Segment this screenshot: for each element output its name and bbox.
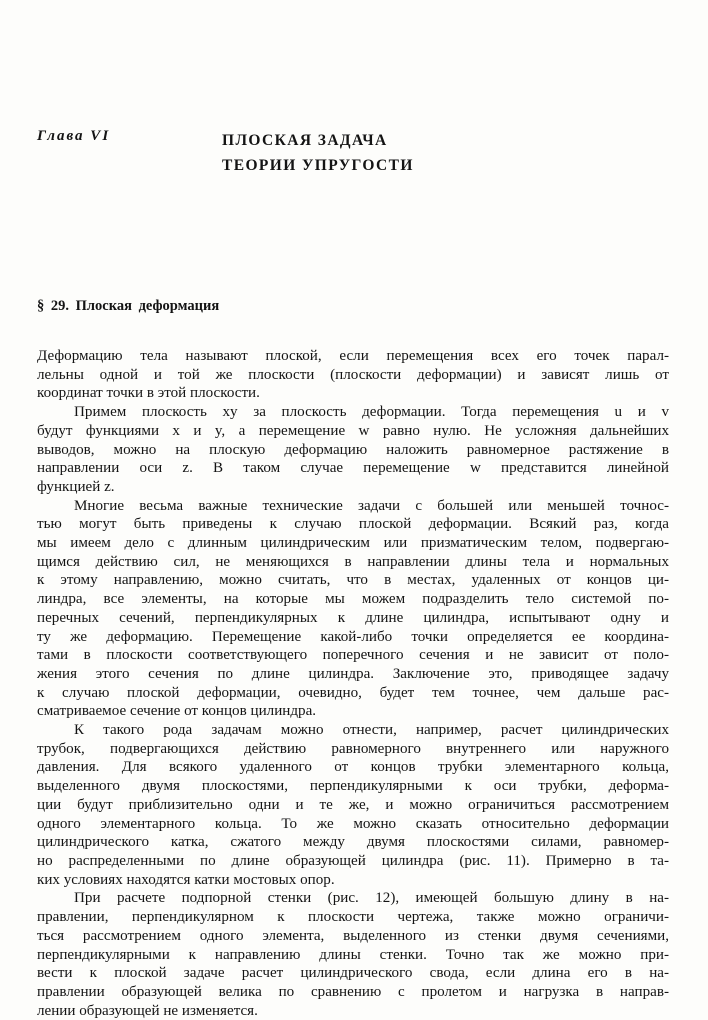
- text-line: координат точки в этой плоскости.: [37, 385, 260, 402]
- text-line: линдра, все элементы, на которые мы можем подразделить тело системой по-: [37, 591, 669, 608]
- chapter-title: [222, 128, 414, 178]
- text-line: тью могут быть приведены к случаю плоской деформации. Всякий раз, когда: [37, 516, 669, 533]
- text-line: тами в плоскости соответствующего поперечного сечения и не зависит от поло-: [37, 647, 669, 664]
- text-line: будут функциями x и y, а перемещение w равно нулю. Не усложняя дальнейших: [37, 422, 669, 439]
- text-line: лении образующей не изменяется.: [37, 1002, 258, 1019]
- text-line: направлении оси z. В таком случае перемещение w представится линейной: [37, 460, 669, 477]
- chapter-title-line-1: ПЛОСКАЯ ЗАДАЧА: [222, 132, 388, 149]
- section-heading: § 29. Плоская деформация: [37, 298, 220, 314]
- text-line: перпендикулярными к направлению длины стенки. Точно так же можно при-: [37, 946, 669, 963]
- text-line: выводов, можно на плоскую деформацию наложить равномерное растяжение в: [37, 441, 669, 458]
- text-line: ться рассмотрением одного элемента, выделенного из стенки двумя сечениями,: [37, 927, 669, 944]
- text-line: давления. Для всякого удаленного от концов трубки элементарного кольца,: [37, 759, 669, 776]
- body-text: [37, 347, 669, 1020]
- text-line: Многие весьма важные технические задачи с большей или меньшей точнос-: [74, 497, 669, 514]
- text-line: но распределенными по длине образующей цилиндра (рис. 11). Примерно в та-: [37, 852, 669, 869]
- text-line: жения этого сечения по длине цилиндра. Заключение это, приводящее задачу: [37, 665, 669, 682]
- text-line: мы имеем дело с длинным цилиндрическим или призматическим телом, подвергаю-: [37, 535, 669, 552]
- text-line: правлении образующей велика по сравнению с пролетом и нагрузка в направ-: [37, 983, 669, 1000]
- text-line: сматриваемое сечение от концов цилиндра.: [37, 703, 317, 720]
- text-line: ции будут приблизительно одни и те же, и можно ограничиться рассмотрением: [37, 796, 669, 813]
- text-line: к этому направлению, можно считать, что в местах, удаленных от концов ци-: [37, 572, 669, 589]
- text-line: К такого рода задачам можно отнести, например, расчет цилиндрических: [74, 722, 669, 739]
- text-line: трубок, подвергающихся действию равномерного внутреннего или наружного: [37, 740, 669, 757]
- text-line: правлении, перпендикулярном к плоскости чертежа, также можно ограничи-: [37, 909, 669, 926]
- text-line: ких условиях находятся катки мостовых опор.: [37, 871, 335, 888]
- text-line: Примем плоскость xy за плоскость деформации. Тогда перемещения u и v: [74, 404, 669, 421]
- text-line: лельны одной и той же плоскости (плоскости деформации) и зависят лишь от: [37, 366, 669, 383]
- text-line: вести к плоской задаче расчет цилиндрического свода, если длина его в на-: [37, 965, 669, 982]
- chapter-label: Глава VI: [37, 128, 111, 144]
- text-line: выделенного двумя плоскостями, перпендикулярными к оси трубки, деформа-: [37, 778, 669, 795]
- chapter-title-line-2: ТЕОРИИ УПРУГОСТИ: [222, 157, 414, 174]
- text-line: одного элементарного кольца. То же можно сказать относительно деформации: [37, 815, 669, 832]
- text-line: При расчете подпорной стенки (рис. 12), имеющей большую длину в на-: [74, 890, 669, 907]
- text-line: Деформацию тела называют плоской, если перемещения всех его точек парал-: [37, 348, 669, 364]
- text-line: к случаю плоской деформации, очевидно, будет тем точнее, чем дальше рас-: [37, 684, 669, 701]
- text-line: перечных сечений, перпендикулярных к длине цилиндра, испытывают одну и: [37, 609, 669, 626]
- text-line: функцией z.: [37, 478, 115, 495]
- text-line: ту же деформацию. Перемещение какой-либо точки определяется ее координа-: [37, 628, 669, 645]
- text-line: щимся действию сил, не меняющихся в направлении длины тела и нормальных: [37, 553, 669, 570]
- text-line: цилиндрического катка, сжатого между двумя плоскостями силами, равномер-: [37, 834, 669, 851]
